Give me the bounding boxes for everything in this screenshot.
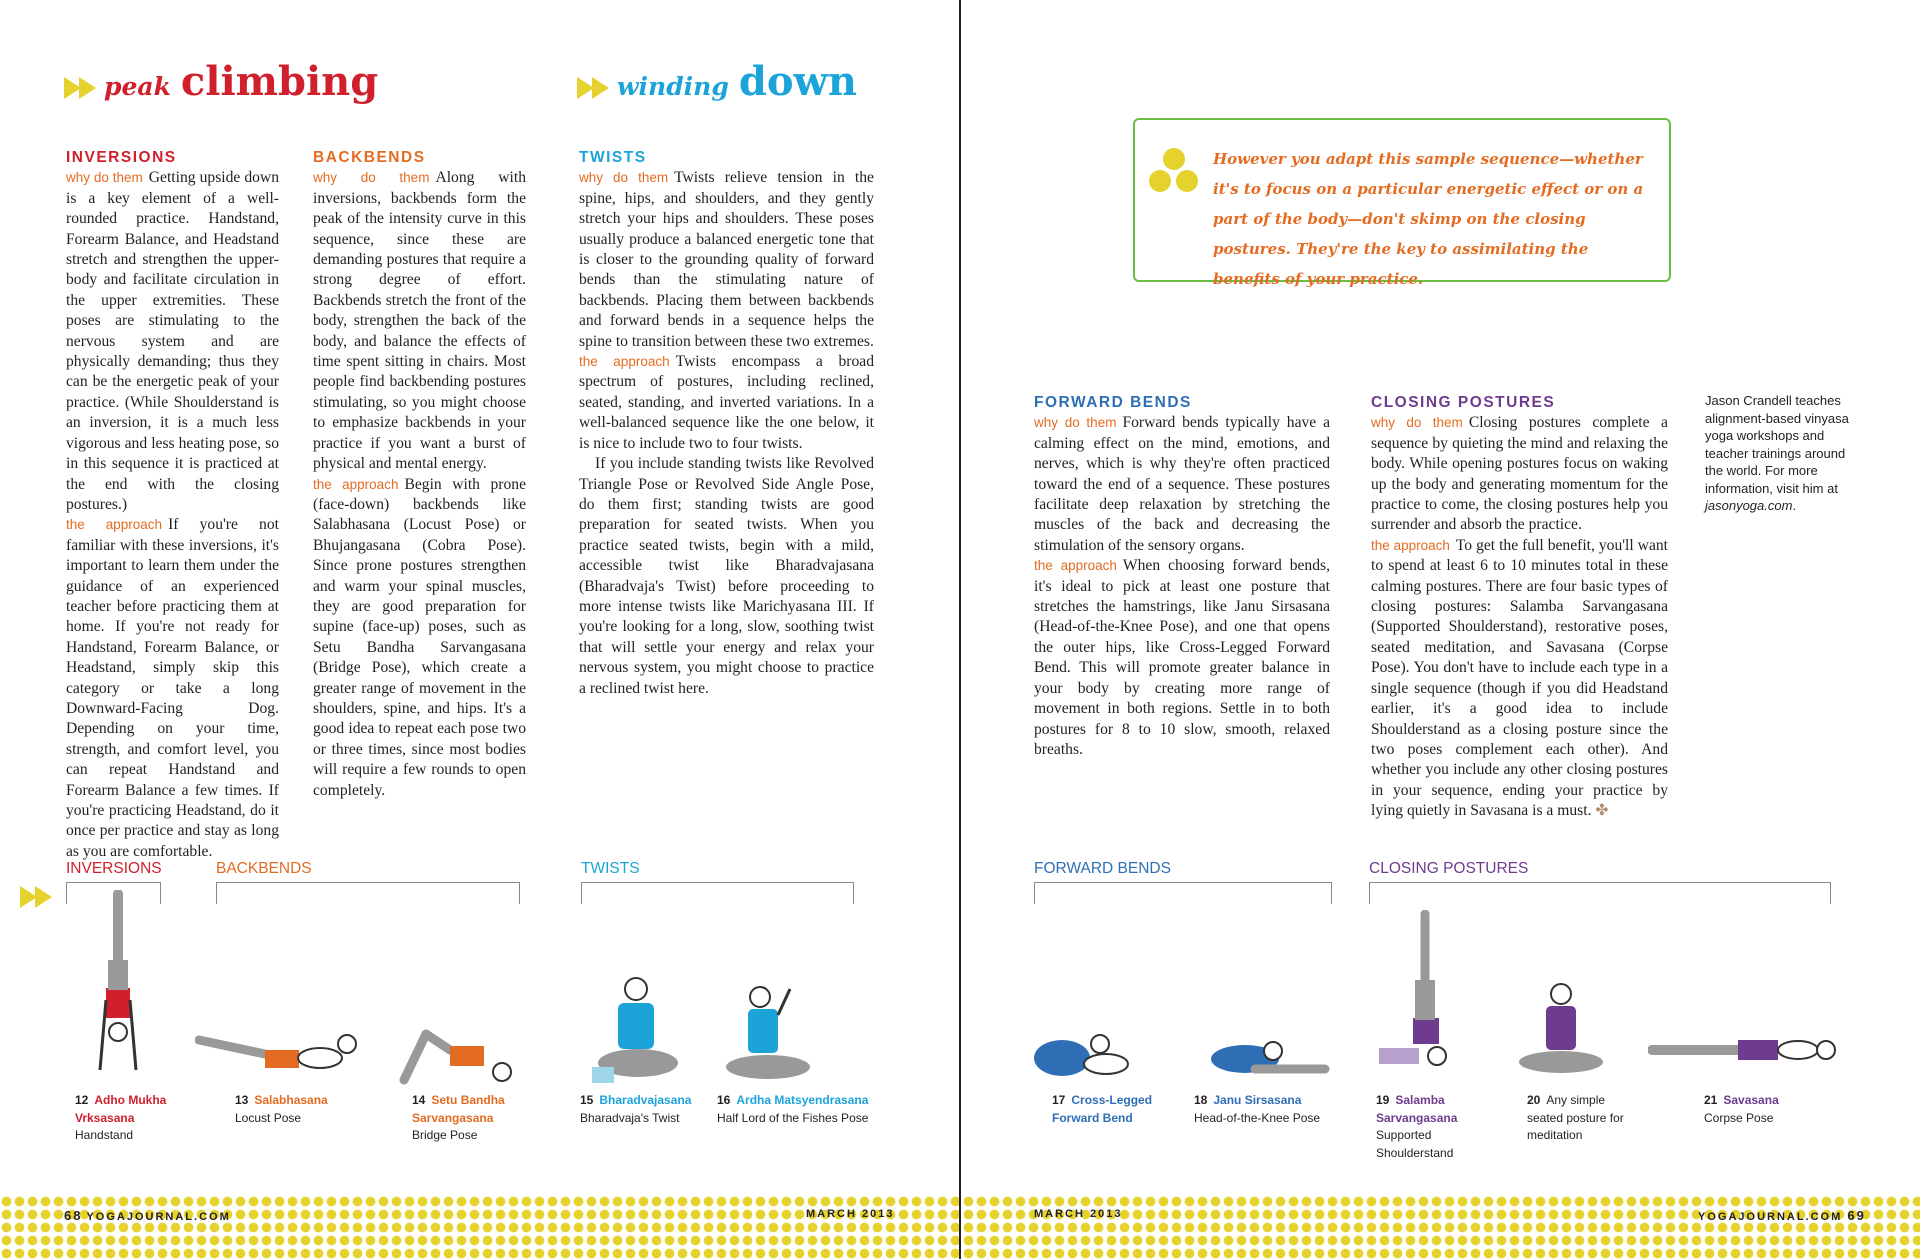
pose-figure-handstand	[88, 890, 148, 1080]
backbends-heading: BACKBENDS	[313, 149, 426, 166]
footer-site-right: YOGAJOURNAL.COM	[1698, 1211, 1843, 1223]
bio-end: .	[1792, 498, 1797, 513]
forward-approach	[1034, 556, 1330, 760]
backbends-why	[313, 168, 526, 474]
bio-link[interactable]: jasonyoga.com	[1705, 498, 1793, 513]
pose-name: Ardha Matsyendrasana	[736, 1093, 869, 1107]
callout-text: However you adapt this sample sequence—whether it's to focus on a particular energetic effect or on a part of the body—don't skimp on the closing postures. They're the key to assimilating the benefits of your practice.	[1213, 150, 1644, 288]
footer-right-page	[1698, 1208, 1870, 1223]
three-dots-icon	[1149, 148, 1201, 196]
pose-english: Bharadvaja's Twist	[580, 1110, 680, 1125]
footer-gutter	[959, 1195, 961, 1259]
section-label-twists: TWISTS	[581, 860, 640, 877]
caption-pose-21	[1704, 1092, 1814, 1127]
approach-label: the approach	[313, 476, 399, 492]
pose-number: 19	[1376, 1093, 1390, 1107]
section-label-inversions: INVERSIONS	[66, 860, 162, 877]
bracket-backbends	[216, 882, 520, 904]
why-label: why do them	[1371, 415, 1463, 431]
heading-small: peak	[104, 72, 171, 101]
pose-figure-ardha-matsyendrasana	[718, 985, 818, 1085]
why-label: why do them	[66, 170, 143, 186]
pose-number: 18	[1194, 1093, 1208, 1107]
pose-english: Corpse Pose	[1704, 1110, 1774, 1125]
pose-name: Cross-Legged Forward Bend	[1052, 1093, 1153, 1125]
backbends-column	[313, 148, 526, 801]
forward-why	[1034, 413, 1330, 556]
backbends-approach-text: Begin with prone (face-down) backbends like Salabhasana (Locust Pose) or Bhujangasana (Cobra Pose). Since prone postures strengthen and warm your spinal muscles, they are good preparation for supine (face-up) poses, such as Setu Bandha Sarvangasana (Bridge Pose), which create a greater range of movement in the shoulders, spine, and hips. It's a good idea to repeat each pose two or three times, since most bodies will require a few rounds to open completely.	[313, 475, 526, 799]
pose-number: 16	[717, 1093, 731, 1107]
approach-label: the approach	[1034, 558, 1117, 574]
caption-pose-17	[1052, 1092, 1162, 1127]
forward-why-text: Forward bends typically have a calming effect on the mind, emotions, and nerves, which is why they're often practiced toward the end of a sequence. These postures facilitate deep relaxation by stretching the muscles of the back and decreasing the stimulation of the sensory organs.	[1034, 414, 1330, 554]
closing-approach	[1371, 536, 1668, 822]
sequence-arrow	[20, 882, 60, 904]
caption-pose-13	[235, 1092, 355, 1127]
approach-label: the approach	[66, 517, 163, 533]
page-number-left: 68	[64, 1208, 83, 1223]
pose-english: Any simple seated posture for meditation	[1527, 1093, 1624, 1142]
why-label: why do them	[313, 170, 430, 186]
pose-number: 20	[1527, 1093, 1541, 1107]
pose-number: 14	[412, 1093, 426, 1107]
pose-english: Supported Shoulderstand	[1376, 1128, 1454, 1160]
approach-label: the approach	[1371, 537, 1450, 553]
pose-figure-bharadvajasana	[590, 975, 680, 1085]
double-arrow-icon	[577, 77, 607, 99]
pose-number: 17	[1052, 1093, 1066, 1107]
bio-text: Jason Crandell teaches alignment-based vinyasa yoga workshops and teacher trainings around the world. For more information, visit him at	[1705, 393, 1849, 496]
inversions-heading: INVERSIONS	[66, 149, 177, 166]
inversions-why-text: Getting upside down is a key element of a well-rounded practice. Handstand, Forearm Balance, and Headstand stretch and strengthen the upper-body and facilitate circulation in the upper extremities. These poses are stimulating to the nervous system and are physically demanding; thus they can be the energetic peak of your practice. (While Shoulderstand is an inversion, it is a much less vigorous and less heating pose, so in this sequence it is practiced at the end with the closing postures.)	[66, 169, 279, 513]
why-label: why do them	[1034, 415, 1117, 431]
closing-heading: CLOSING POSTURES	[1371, 394, 1556, 411]
twists-why	[579, 168, 874, 352]
pose-figure-janu-sirsasana	[1205, 1035, 1330, 1080]
pose-figure-savasana	[1648, 1030, 1838, 1070]
section-label-backbends: BACKBENDS	[216, 860, 312, 877]
pose-number: 12	[75, 1093, 89, 1107]
caption-pose-14	[412, 1092, 522, 1145]
page-gutter	[959, 0, 961, 1259]
inversions-approach-text: If you're not familiar with these inversions, it's important to learn them under the guidance of an experienced teacher before practicing them at home. If you're not ready for Handstand, Forearm Balance, or Headstand, simply skip this category or take a long Downward-Facing Dog. Depending on your time, strength, and comfort level, you can repeat Handstand and Forearm Balance a few times. If you're practicing Headstand, do it once per practice and stay as long as you are comfortable.	[66, 516, 279, 860]
heading-peak-climbing	[64, 58, 378, 105]
closing-why	[1371, 413, 1668, 535]
pose-english: Locust Pose	[235, 1110, 302, 1125]
forward-approach-text: When choosing forward bends, it's ideal to pick at least one posture that stretches the hamstrings, like Janu Sirsasana (Head-of-the-Knee Pose), and one that opens the outer hips, like Cross-Legged Forward Bend. This will promote greater balance in your body by creating more range of movement in both regions. Settle in to both postures for 8 to 10 slow, smooth, relaxed breaths.	[1034, 557, 1330, 758]
pose-figure-supported-shoulderstand	[1375, 910, 1455, 1070]
section-label-closing: CLOSING POSTURES	[1369, 860, 1529, 877]
approach-label: the approach	[579, 354, 670, 370]
pose-name: Bharadvajasana	[599, 1093, 692, 1107]
bracket-closing	[1369, 882, 1831, 904]
pose-name: Salabhasana	[254, 1093, 328, 1107]
pose-name: Janu Sirsasana	[1213, 1093, 1302, 1107]
footer-left-date: MARCH 2013	[806, 1208, 895, 1220]
pose-english: Half Lord of the Fishes Pose	[717, 1110, 869, 1125]
author-bio	[1705, 392, 1855, 515]
pose-number: 21	[1704, 1093, 1718, 1107]
inversions-approach	[66, 515, 279, 862]
twists-why-text: Twists relieve tension in the spine, hips, and shoulders, and they gently stretch your hips and shoulders. These poses usually produce a balanced energetic tone that is closer to the grounding quality of forward bends than the stimulating nature of backbends. Placing them between backbends and forward bends in a sequence helps the spine to transition between these two extremes.	[579, 169, 874, 350]
caption-pose-19	[1376, 1092, 1486, 1162]
footer-right-date: MARCH 2013	[1034, 1208, 1123, 1220]
caption-pose-16	[717, 1092, 897, 1127]
caption-pose-18	[1194, 1092, 1344, 1127]
twists-heading: TWISTS	[579, 149, 647, 166]
inversions-column	[66, 148, 279, 862]
pose-english: Handstand	[75, 1128, 134, 1142]
heading-small: winding	[617, 72, 729, 101]
heading-big: down	[738, 58, 858, 105]
pose-name: Savasana	[1723, 1093, 1779, 1107]
why-label: why do them	[579, 170, 669, 186]
twists-approach-text: Twists encompass a broad spectrum of postures, including reclined, seated, standing, and inverted variations. In a well-balanced sequence like the one below, it is nice to include two to four twists.	[579, 353, 875, 452]
section-label-forward-bends: FORWARD BENDS	[1034, 860, 1171, 877]
twists-paragraph-2: If you include standing twists like Revolved Triangle Pose or Revolved Side Angle Pose, do them first; standing twists are good preparation for seated twists. When you practice seated twists, begin with a mild, accessible twist like Bharadvajasana (Bharadvaja's Twist) before proceeding to more intense twists like Marichyasana III. If you're looking for a long, slow, soothing twist that will settle your energy and relax your nervous system, you might choose to practice a reclined twist here.	[579, 455, 874, 697]
backbends-why-text: Along with inversions, backbends form the peak of the intensity curve in this sequence, since these are demanding postures that require a strong degree of effort. Backbends stretch the front of the body, strengthen the back of the body, and balance the effects of time spent sitting in chairs. Most people find backbending postures stimulating, so you might choose to emphasize backbends in your practice if you want a burst of physical and mental energy.	[313, 169, 526, 473]
pose-figure-bridge	[398, 1020, 518, 1090]
caption-pose-12	[75, 1092, 185, 1145]
caption-pose-20	[1527, 1092, 1627, 1145]
page-number-right: 69	[1847, 1208, 1866, 1223]
pose-english: Head-of-the-Knee Pose	[1194, 1110, 1321, 1125]
closing-postures-column	[1371, 393, 1668, 822]
twists-approach	[579, 352, 874, 454]
pose-figure-locust	[195, 1020, 360, 1080]
forward-bends-column	[1034, 393, 1330, 760]
double-arrow-icon	[20, 886, 50, 908]
backbends-approach	[313, 475, 526, 802]
bracket-forward-bends	[1034, 882, 1332, 904]
pose-name: Setu Bandha Sarvangasana	[412, 1093, 505, 1125]
forward-bends-heading: FORWARD BENDS	[1034, 394, 1192, 411]
bracket-twists	[581, 882, 854, 904]
pose-name: Adho Mukha Vrksasana	[75, 1093, 167, 1125]
callout-box	[1133, 118, 1671, 288]
footer-site-left: YOGAJOURNAL.COM	[86, 1211, 231, 1223]
pose-figure-cross-legged-forward-bend	[1032, 1030, 1157, 1080]
inversions-why	[66, 168, 279, 515]
twists-column	[579, 148, 874, 699]
end-mark-icon: ✤	[1595, 802, 1609, 820]
closing-approach-text: To get the full benefit, you'll want to spend at least 6 to 10 minutes total in these calming postures. There are four basic types of closing postures: Salamba Sarvangasana (Supported Shoulderstand), restorative poses, seated meditation, and Savasana (Corpse Pose). You don't have to include each type in a single sequence (though if you did Headstand earlier, it's a good idea to include Shoulderstand as a closing posture since the two poses complement each other). And whether you include any other closing postures in your sequence, ending your practice by lying quietly in Savasana is a must.	[1371, 536, 1668, 820]
heading-big: climbing	[180, 58, 379, 105]
double-arrow-icon	[64, 77, 94, 99]
pose-name: Salamba Sarvangasana	[1376, 1093, 1458, 1125]
pose-english: Bridge Pose	[412, 1128, 478, 1142]
pose-figure-seated-meditation	[1516, 982, 1606, 1077]
closing-why-text: Closing postures complete a sequence by quieting the mind and relaxing the body. While opening postures focus on waking up the body and generating momentum for the practice to come, the closing postures help you surrender and absorb the practice.	[1371, 414, 1668, 534]
footer-left-page	[64, 1208, 231, 1223]
heading-winding-down	[577, 58, 857, 105]
caption-pose-15	[580, 1092, 710, 1127]
pose-number: 13	[235, 1093, 249, 1107]
pose-number: 15	[580, 1093, 594, 1107]
